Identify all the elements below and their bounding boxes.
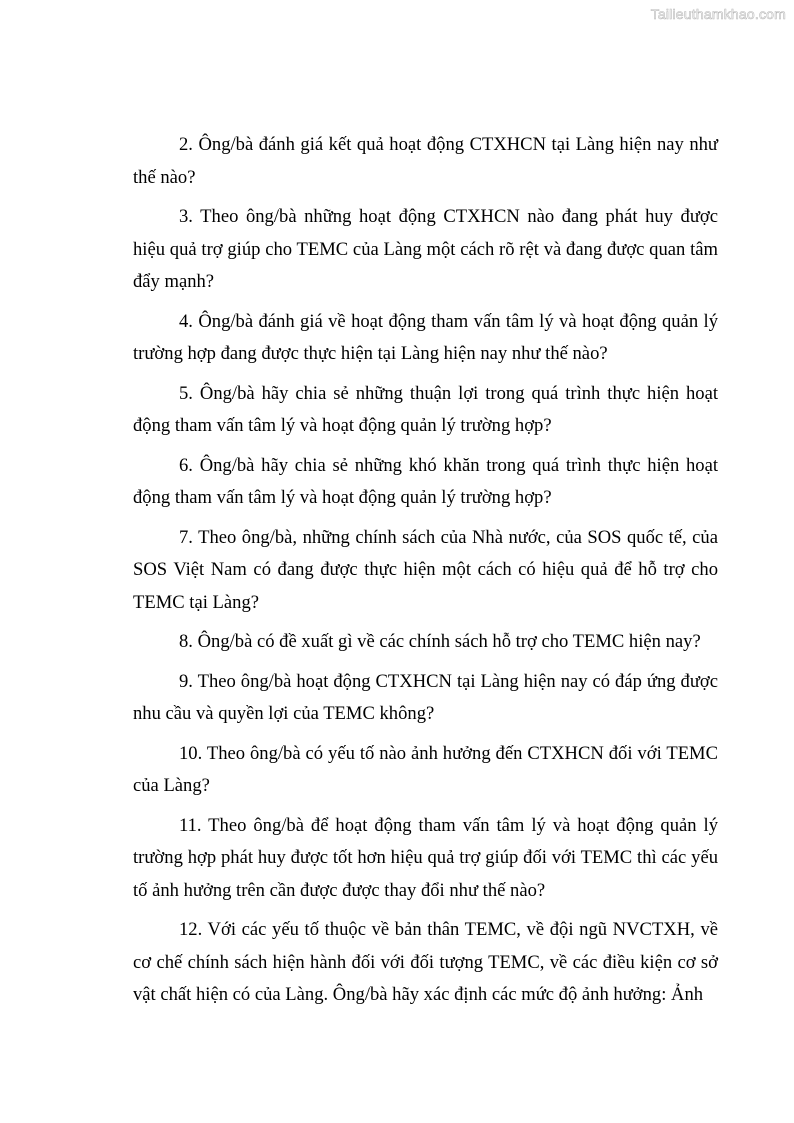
document-body	[133, 129, 718, 1019]
question-11: 11. Theo ông/bà để hoạt động tham vấn tâm lý và hoạt động quản lý trường hợp phát huy được tốt hơn hiệu quả trợ giúp đối với TEMC thì các yếu tố ảnh hưởng trên cần được được thay đổi như thế nào?	[133, 814, 718, 901]
question-2: 2. Ông/bà đánh giá kết quả hoạt động CTXHCN tại Làng hiện nay như thế nào?	[133, 134, 718, 188]
question-7: 7. Theo ông/bà, những chính sách của Nhà nước, của SOS quốc tế, của SOS Việt Nam có đang được thực hiện một cách có hiệu quả để hỗ trợ cho TEMC tại Làng?	[133, 526, 718, 613]
question-12: 12. Với các yếu tố thuộc về bản thân TEMC, về đội ngũ NVCTXH, về cơ chế chính sách hiện hành đối với đối tượng TEMC, về các điều kiện cơ sở vật chất hiện có của Làng. Ông/bà hãy xác định các mức độ ảnh hưởng: Ảnh	[133, 919, 718, 1005]
question-4: 4. Ông/bà đánh giá về hoạt động tham vấn tâm lý và hoạt động quản lý trường hợp đang được thực hiện tại Làng hiện nay như thế nào?	[133, 310, 718, 364]
question-3: 3. Theo ông/bà những hoạt động CTXHCN nào đang phát huy được hiệu quả trợ giúp cho TEMC của Làng một cách rõ rệt và đang được quan tâm đẩy mạnh?	[133, 206, 718, 292]
question-5: 5. Ông/bà hãy chia sẻ những thuận lợi trong quá trình thực hiện hoạt động tham vấn tâm lý và hoạt động quản lý trường hợp?	[133, 382, 718, 436]
question-6: 6. Ông/bà hãy chia sẻ những khó khăn trong quá trình thực hiện hoạt động tham vấn tâm lý và hoạt động quản lý trường hợp?	[133, 454, 718, 508]
question-10: 10. Theo ông/bà có yếu tố nào ảnh hưởng đến CTXHCN đối với TEMC của Làng?	[133, 742, 718, 796]
watermark: Tailieuthamkhao.com	[650, 6, 786, 22]
question-9: 9. Theo ông/bà hoạt động CTXHCN tại Làng hiện nay có đáp ứng được nhu cầu và quyền lợi của TEMC không?	[133, 670, 718, 724]
question-8: 8. Ông/bà có đề xuất gì về các chính sách hỗ trợ cho TEMC hiện nay?	[179, 631, 701, 652]
